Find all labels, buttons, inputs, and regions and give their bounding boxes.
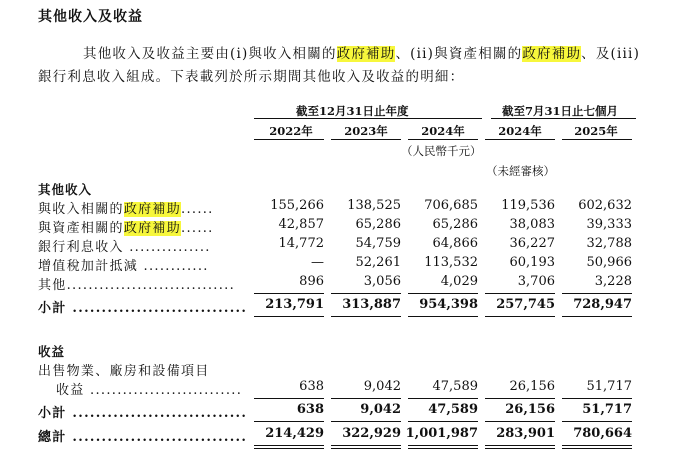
group-underline	[254, 118, 482, 119]
year-underline	[485, 139, 555, 140]
cell-value: —	[311, 255, 324, 270]
cell-value: 3,056	[363, 274, 401, 289]
total-double-rule	[562, 445, 632, 446]
cell-value: 39,333	[586, 217, 632, 232]
cell-value: 36,227	[509, 236, 555, 251]
total-double-rule	[254, 445, 324, 446]
subtotal-value: 313,887	[342, 297, 401, 312]
subtotal-value: 47,589	[428, 402, 478, 417]
cell-value: 602,632	[578, 198, 632, 213]
cell-value: 52,261	[355, 255, 401, 270]
total-double-rule	[331, 448, 401, 449]
other-income-heading: 其他收入	[38, 182, 93, 197]
subtotal-value: 213,791	[265, 297, 324, 312]
year-header: 2024年	[421, 124, 465, 138]
year-underline	[254, 139, 324, 140]
year-header: 2025年	[574, 124, 618, 138]
cell-value: 65,286	[432, 217, 478, 232]
sum-rule	[485, 398, 555, 399]
intro-text: 、及(iii)	[581, 46, 641, 62]
sum-rule	[562, 316, 632, 317]
sum-rule	[485, 293, 555, 294]
subtotal-value: 9,042	[360, 402, 401, 417]
subtotal-value: 51,717	[582, 402, 632, 417]
cell-value: 32,788	[586, 236, 632, 251]
sum-rule	[408, 316, 478, 317]
sum-rule	[485, 316, 555, 317]
row-label: 收益 ............................	[56, 383, 243, 398]
group-underline	[491, 118, 636, 119]
cell-value: 3,706	[517, 274, 555, 289]
sum-rule	[331, 398, 401, 399]
intro-text: 、(ii)與資產相關的	[395, 46, 523, 62]
subtotal-label: 小計 ..............................	[38, 406, 248, 421]
total-value: 283,901	[496, 426, 555, 441]
year-underline	[562, 139, 632, 140]
total-value: 214,429	[265, 426, 324, 441]
subtotal-value: 954,398	[419, 297, 478, 312]
cell-value: 119,536	[501, 198, 555, 213]
total-value: 322,929	[342, 426, 401, 441]
cell-value: 706,685	[424, 198, 478, 213]
section-title: 其他收入及收益	[38, 9, 143, 25]
subtotal-value: 26,156	[505, 402, 555, 417]
sum-rule	[254, 293, 324, 294]
cell-value: 9,042	[363, 379, 401, 394]
total-double-rule	[485, 445, 555, 446]
total-double-rule	[562, 448, 632, 449]
highlight-term: 政府補助	[522, 46, 582, 62]
cell-value: 138,525	[347, 198, 401, 213]
total-double-rule	[408, 445, 478, 446]
sum-rule	[331, 316, 401, 317]
sum-rule	[485, 421, 555, 422]
cell-value: 50,966	[586, 255, 632, 270]
total-double-rule	[254, 448, 324, 449]
subtotal-value: 638	[296, 402, 324, 417]
cell-value: 60,193	[509, 255, 555, 270]
cell-value: 38,083	[509, 217, 555, 232]
sum-rule	[562, 398, 632, 399]
sum-rule	[408, 398, 478, 399]
row-label: 其他...............................	[38, 278, 236, 293]
unaudited-label: （未經審核）	[486, 164, 555, 178]
year-header: 2024年	[498, 124, 542, 138]
sum-rule	[562, 293, 632, 294]
subtotal-value: 257,745	[496, 297, 555, 312]
cell-value: 47,589	[432, 379, 478, 394]
cell-value: 113,532	[424, 255, 478, 270]
highlight-term: 政府補助	[123, 202, 182, 217]
year-underline	[331, 139, 401, 140]
gains-heading: 收益	[38, 344, 66, 359]
intro-line-2: 銀行利息收入組成。下表載列於所示期間其他收入及收益的明細：	[38, 69, 465, 85]
total-label: 總計 ..............................	[38, 430, 248, 445]
cell-value: 26,156	[509, 379, 555, 394]
cell-value: 14,772	[278, 236, 324, 251]
year-header: 2022年	[269, 124, 313, 138]
row-label: 與資產相關的政府補助......	[38, 221, 214, 236]
total-value: 1,001,987	[405, 426, 478, 441]
subtotal-value: 728,947	[573, 297, 632, 312]
cell-value: 896	[299, 274, 324, 289]
unit-label: （人民幣千元）	[401, 144, 482, 158]
subtotal-label: 小計 ..............................	[38, 301, 248, 316]
cell-value: 638	[299, 379, 324, 394]
sum-rule	[254, 421, 324, 422]
cell-value: 3,228	[594, 274, 632, 289]
sum-rule	[254, 398, 324, 399]
cell-value: 51,717	[586, 379, 632, 394]
group-header-seven-months: 截至7月31日止七個月	[502, 104, 619, 118]
cell-value: 155,266	[270, 198, 324, 213]
row-label: 與收入相關的政府補助......	[38, 202, 214, 217]
intro-line-1	[83, 42, 640, 62]
cell-value: 4,029	[440, 274, 478, 289]
sum-rule	[562, 421, 632, 422]
cell-value: 42,857	[278, 217, 324, 232]
row-label: 銀行利息收入 ...............	[38, 240, 211, 255]
total-value: 780,664	[573, 426, 632, 441]
total-double-rule	[331, 445, 401, 446]
group-header-year-end: 截至12月31日止年度	[296, 104, 409, 118]
intro-text: 其他收入及收益主要由(i)與收入相關的	[83, 46, 337, 62]
sum-rule	[254, 316, 324, 317]
sum-rule	[331, 421, 401, 422]
sum-rule	[331, 293, 401, 294]
year-underline	[408, 139, 478, 140]
row-label: 增值稅加計抵減 ............	[38, 259, 209, 274]
year-header: 2023年	[344, 124, 388, 138]
total-double-rule	[485, 448, 555, 449]
sum-rule	[408, 421, 478, 422]
highlight-term: 政府補助	[123, 221, 182, 236]
row-label: 出售物業、廠房和設備項目	[38, 364, 210, 379]
highlight-term: 政府補助	[336, 46, 396, 62]
cell-value: 54,759	[355, 236, 401, 251]
total-double-rule	[408, 448, 478, 449]
cell-value: 64,866	[432, 236, 478, 251]
cell-value: 65,286	[355, 217, 401, 232]
sum-rule	[408, 293, 478, 294]
